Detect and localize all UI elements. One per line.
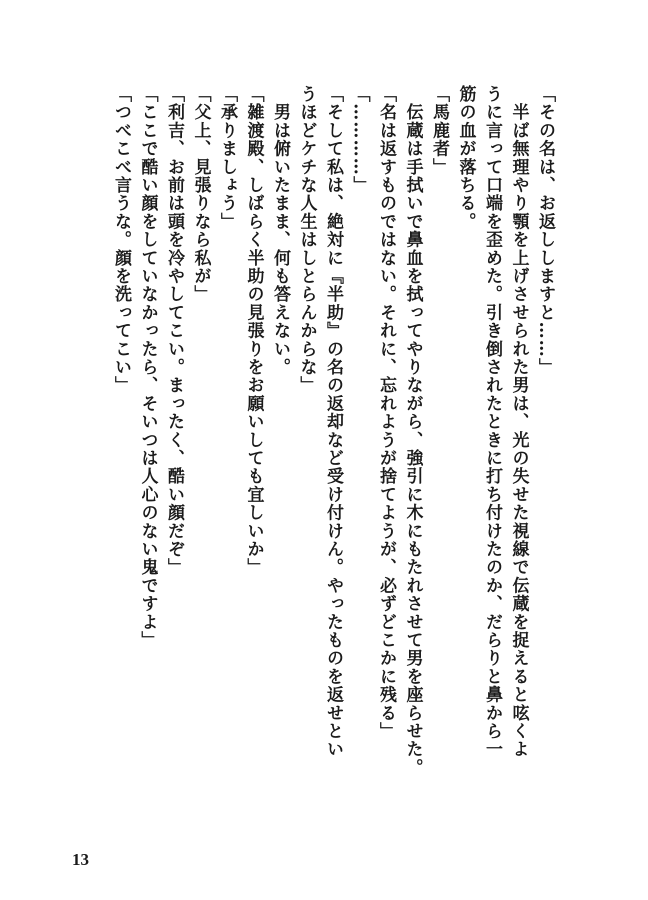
text-line: 男は俯いたまま、何も答えない。	[270, 85, 290, 377]
text-line: 「承りましょう」	[217, 85, 237, 231]
text-line: うに言って口端を歪めた。引き倒されたときに打ち付けたのか、だらりと鼻から一	[482, 85, 502, 759]
text-line: 「その名は、お返ししますと……」	[535, 85, 555, 377]
text-line: 「…………」	[349, 85, 370, 195]
vertical-text-body	[78, 85, 558, 825]
text-line: 伝蔵は手拭いで鼻血を拭ってやりながら、強引に木にもたれさせて男を座らせた。	[402, 85, 423, 777]
text-line: 「父上、見張りなら私が」	[190, 85, 211, 304]
text-line: 「利吉、お前は頭を冷やしてこい。まったく、酷い顔だぞ」	[164, 85, 184, 577]
text-line: 筋の血が落ちる。	[455, 85, 476, 231]
text-line: 半ば無理やり顎を上げさせられた男は、光の失せた視線で伝蔵を捉えると呟くよ	[508, 85, 529, 759]
text-line: うほどケチな人生はしとらんからな」	[296, 85, 317, 395]
text-line: 「馬鹿者」	[429, 85, 449, 176]
text-line: 「つべこべ言うな。顔を洗ってこい」	[111, 85, 131, 395]
text-line: 「そして私は、絶対に『半助』の名の返却など受け付けん。やったものを返せとい	[323, 85, 343, 759]
text-line: 「雑渡殿、しばらく半助の見張りをお願いしても宜しいか」	[243, 85, 264, 577]
text-line: 「名は返すものではない。それに、忘れようが捨てようが、必ずどこかに残る」	[376, 85, 396, 741]
page-number: 13	[72, 850, 89, 869]
text-line: 「ここで酷い顔をしていなかったら、そいつは人心のない鬼ですよ」	[137, 85, 158, 650]
